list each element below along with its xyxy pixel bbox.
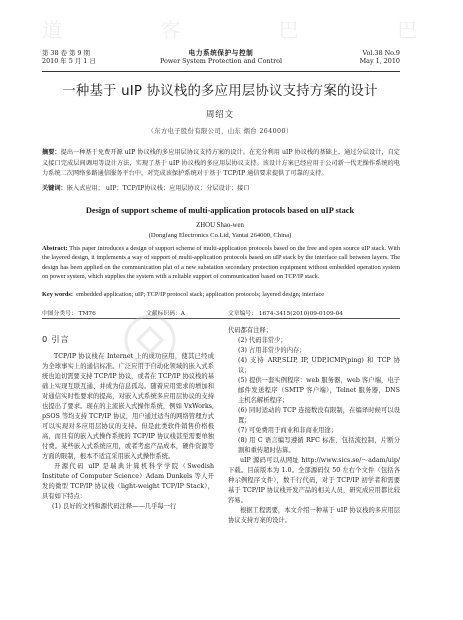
feature-item-7: (7) 可免费用于商业和非商业用途； xyxy=(238,427,338,434)
journal-name-en: Power System Protection and Control xyxy=(159,57,283,65)
keywords-en-text: embedded application; uIP; TCP/IP protocol stack; application protocols; layered design; interface xyxy=(76,291,325,298)
english-title: Design of support scheme of multi-application protocols based on uIP stack xyxy=(85,206,355,215)
feature-item-3: (3) 占用非常少的内存； xyxy=(238,347,306,354)
keywords-zh-text: 嵌入式应用； uIP；TCP/IP协议栈；应用层协议；分层设计；接口 xyxy=(66,185,250,192)
abstract-zh-text: 提出一种基于免费开源 uIP 协议栈的多应用层协议支持方案的设计。在充分利用 uIP 协议栈的基础上，通过分层设计，自定义接口完成层间调用等设计方法，实现了基于 uIP 协议栈的多应用层协议支持。该设计方案已经应用于公司新一代无操作系统的电力系统二次网络多路通信服务平台中，对完成该保护系统对于基于 TCP/IP 通信要求提供了可靠的支持。 xyxy=(42,149,400,178)
running-header xyxy=(42,49,400,71)
source-download-paragraph: uIP 源码可以从网址 http://www.sics.se/～adam/uip/下载。目前版本为 1.0。全部源码仅 50 左右个文件（包括各种示例程序文件），数千行代码，对于 TCP/IP 初学者和需要基于 TCP/IP 协议栈开发产品的相关人员，研究成应用都比较容易。 xyxy=(228,457,400,504)
section-heading-introduction: 0 引言 xyxy=(42,334,70,344)
meta-rule xyxy=(42,318,400,319)
volume-issue-en: Vol.38 No.9 xyxy=(362,49,400,57)
abstract-en-text: This paper introduces a design of support scheme of multi-application protocols based on the free and open source uIP stack. With the layered design, it implements a way of support of multi-application protocols based on uIP stack by the interface call between layers. The design has been applied on the communication plat of a new substation secondary protection equipment without embedded operation system on power system, which supplies the system with a reliable support of communication based on TCP/IP stack. xyxy=(42,245,400,280)
feature-item-1-cont: 代码都有注释； xyxy=(228,327,273,334)
english-author: ZHOU Shao-wen xyxy=(196,222,244,229)
publication-date: 2010 年 5 月 1 日 xyxy=(42,57,96,65)
author-name: 周绍文 xyxy=(205,109,235,119)
feature-item-6: (6) 同时适动的 TCP 连接数没有限制，在编译时候可以设置； xyxy=(238,407,400,424)
header-center xyxy=(42,49,400,65)
left-column xyxy=(42,326,214,512)
feature-item-1: (1) 良好的文档和源代码注释——几乎每一行 xyxy=(52,503,177,510)
article-id: 文章编号： 1674-3415(2010)09-0109-04 xyxy=(228,311,343,317)
english-affiliation: (Dongfang Electronics Co.Ltd, Yantai 264000, China) xyxy=(148,232,292,239)
publication-date-en: May 1, 2010 xyxy=(359,57,400,65)
feature-item-8: (8) 用 C 语言编写遵循 RFC 标准，包括流控制，片断分割和重传超时估算。 xyxy=(238,437,400,454)
abstract-zh xyxy=(42,148,400,180)
document-code: 文献标识码：A xyxy=(146,311,185,317)
clc-number: 中图分类号： TM76 xyxy=(42,311,96,317)
keywords-en xyxy=(42,291,400,298)
author-affiliation: （东方电子股份有限公司，山东 烟台 264000） xyxy=(147,128,293,135)
abstract-en xyxy=(42,244,400,281)
feature-item-2: (2) 代码非常少； xyxy=(238,337,287,344)
keywords-zh-label: 关键词： xyxy=(42,185,67,192)
intro-closing-paragraph: 根据工程需要，本文介绍一种基于 uIP 协议栈的多应用层协议支持方案的设计。 xyxy=(228,507,400,524)
abstract-en-label: Abstract: xyxy=(42,245,68,252)
keywords-en-label: Key words: xyxy=(42,291,73,298)
paper-title: 一种基于 uIP 协议栈的多应用层协议支持方案的设计 xyxy=(62,84,378,99)
intro-paragraph-1: TCP/IP 协议栈在 Internet 上的成功应用，使其已经成为全球事实上的通信标准。广泛应用于自动化领域的嵌入式系统也迫切需要支持 TCP/IP 协议，或者在 TCP/IP 协议栈的基础上实现互联互通、并成为信息孤岛。随着应用需求的增加和对通信实时性要求的提高，对嵌入式系统多应用层协议的支持也提出了要求。现在的主流嵌入式操作系统，例如 VxWorks, pSOS 等均支持 TCP/IP 协议，用户通过适当的网络管理方式可以实现对多应用层协议的支持。但是此类软件销售价格极高，而且有的嵌入式操作系统的 TCP/IP 协议栈甚至需要单独付费。某些嵌入式系统应用，或者考虑产品成本，硬件资源等方面的限制，根本不适宜采用嵌入式操作系统。 xyxy=(42,353,214,460)
journal-name-zh: 电力系统保护与控制 xyxy=(188,49,254,57)
abstract-zh-label: 摘要： xyxy=(42,149,61,156)
volume-issue: 第 38 卷 第 9 期 xyxy=(42,49,90,57)
keywords-zh xyxy=(42,183,400,192)
right-column xyxy=(228,326,400,526)
header-right xyxy=(360,49,400,65)
intro-paragraph-2: 开源代码 uIP 是瑞典计算机科学学院（Swedish Institute of Computer Science）Adam Dunkels 等人开发的微型 TCP/IP 协议栈（light-weight TCP/IP Stack），具有如下特点： xyxy=(42,463,214,500)
header-rule xyxy=(42,71,400,72)
watermark-top: 道 客 巴 巴 xyxy=(42,18,463,42)
feature-item-5: (5) 提供一套实例程序：web 服务器，web 客户端，电子邮件发送程序（SMTP 客户端），Telnet 服务器，DNS 主机名解析程序； xyxy=(238,377,400,404)
feature-item-4: (4) 支持 ARP,SLIP, IP, UDP,ICMP(ping) 和 TCP 协议； xyxy=(238,357,400,374)
